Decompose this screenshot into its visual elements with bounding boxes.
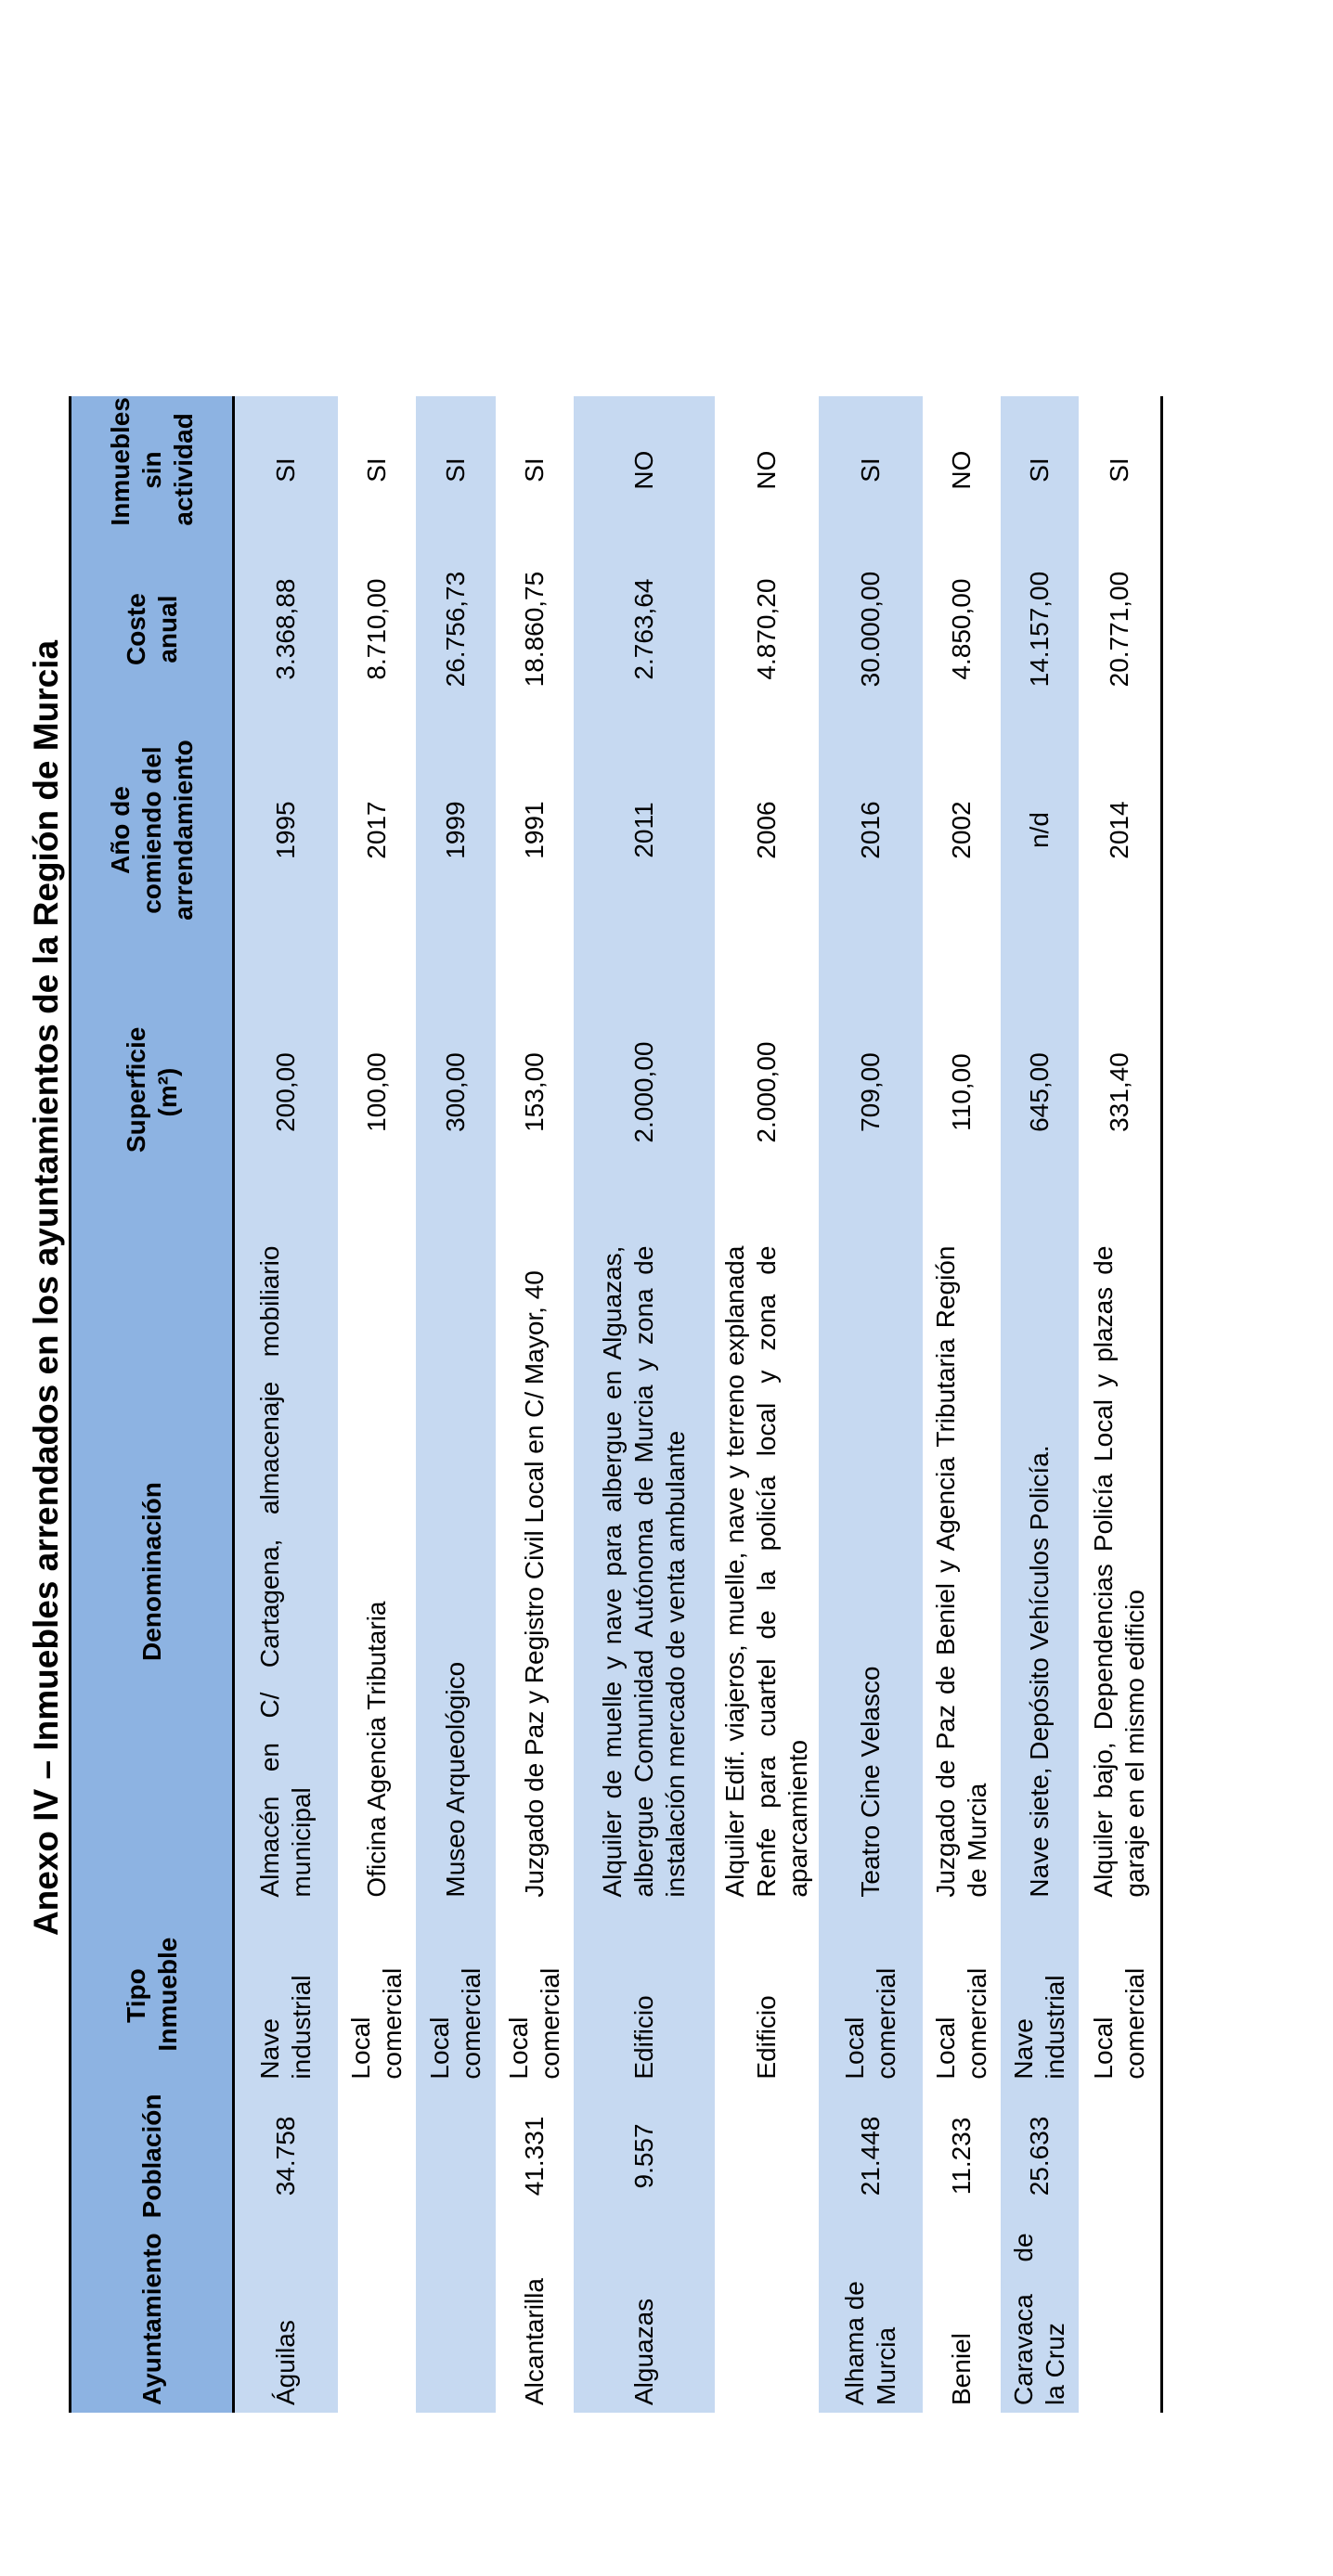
table-row [416, 396, 496, 2413]
cell-superficie: 110,00 [946, 1053, 976, 1131]
cell-ano: 1999 [416, 715, 496, 947]
cell-ano: 2014 [1079, 715, 1162, 947]
cell-tipo: Local comercial [416, 1905, 496, 2087]
table-row [819, 396, 923, 2413]
cell-denominacion: Oficina Agencia Tributaria [361, 1601, 391, 1898]
cell-coste: 20.771,00 [1079, 545, 1162, 715]
cell-coste: 18.860,75 [519, 571, 549, 688]
cell-ayuntamiento [715, 2225, 819, 2413]
table-row [715, 396, 819, 2413]
cell-superficie: 2.000,00 [574, 947, 715, 1239]
cell-sin-actividad: NO [946, 450, 976, 490]
cell-superficie: 709,00 [819, 947, 923, 1239]
cell-tipo: Local comercial [503, 1967, 564, 2080]
cell-sin-actividad: SI [361, 457, 391, 483]
cell-tipo: Local comercial [819, 1905, 923, 2087]
cell-coste: 30.000,00 [819, 545, 923, 715]
cell-tipo: Local comercial [345, 1967, 407, 2080]
cell-tipo: Edificio [574, 1905, 715, 2087]
cell-superficie: 200,00 [234, 947, 338, 1239]
cell-coste: 8.710,00 [361, 578, 391, 680]
cell-superficie: 100,00 [361, 1052, 391, 1132]
cell-tipo: Local comercial [1079, 1905, 1162, 2087]
cell-poblacion [1079, 2087, 1162, 2226]
cell-denominacion: Alquiler Edif. viajeros, muelle, nave y terreno explanada Renfe para cuartel de la policía local y zona de aparcamiento [719, 1245, 812, 1898]
header-row [71, 396, 234, 2413]
cell-sin-actividad: NO [574, 396, 715, 545]
cell-ano: 2006 [751, 801, 781, 859]
cell-denominacion: Nave siete, Depósito Vehículos Policía. [1001, 1239, 1079, 1905]
table-row [1079, 396, 1162, 2413]
cell-superficie: 300,00 [416, 947, 496, 1239]
cell-poblacion [416, 2087, 496, 2226]
table-row [923, 396, 1001, 2413]
cell-poblacion: 25.633 [1001, 2087, 1079, 2226]
cell-denominacion: Juzgado de Paz y Registro Civil Local en C/ Mayor, 40 [519, 1270, 549, 1898]
inmuebles-table [69, 396, 1163, 2413]
header-tipo: Tipo Inmueble [71, 1905, 234, 2087]
table-row [338, 396, 416, 2413]
cell-ano: 2017 [361, 801, 391, 859]
cell-denominacion: Museo Arqueológico [416, 1239, 496, 1905]
cell-poblacion [338, 2087, 416, 2226]
table-row [496, 396, 574, 2413]
header-poblacion: Población [71, 2087, 234, 2226]
table-row [574, 396, 715, 2413]
cell-sin-actividad: SI [519, 457, 549, 483]
table-row [234, 396, 338, 2413]
cell-poblacion: 9.557 [574, 2087, 715, 2226]
header-denominacion: Denominación [71, 1239, 234, 1905]
cell-superficie: 153,00 [519, 1052, 549, 1132]
table-row [1001, 396, 1079, 2413]
cell-ayuntamiento [1079, 2225, 1162, 2413]
cell-coste: 14.157,00 [1001, 545, 1079, 715]
cell-denominacion: Alquiler bajo, Dependencias Policía Local y plazas de garaje en el mismo edificio [1079, 1239, 1162, 1905]
header-ano: Año de comiendo del arrendamiento [71, 715, 234, 947]
cell-ayuntamiento: Caravaca de la Cruz [1001, 2225, 1079, 2413]
cell-poblacion: 11.233 [946, 2117, 976, 2196]
cell-sin-actividad: SI [1079, 396, 1162, 545]
cell-ayuntamiento: Alguazas [574, 2225, 715, 2413]
cell-tipo: Nave industrial [234, 1905, 338, 2087]
cell-sin-actividad: SI [416, 396, 496, 545]
cell-coste: 4.870,20 [751, 578, 781, 680]
cell-ayuntamiento: Alcantarilla [519, 2278, 549, 2405]
cell-ayuntamiento: Águilas [234, 2225, 338, 2413]
header-ayuntamiento: Ayuntamiento [71, 2225, 234, 2413]
cell-poblacion: 41.331 [519, 2116, 549, 2196]
page-title: Anexo IV – Inmuebles arrendados en los ayuntamientos de la Región de Murcia [27, 639, 65, 1937]
cell-sin-actividad: SI [819, 396, 923, 545]
cell-coste: 4.850,00 [946, 578, 976, 680]
header-superficie: Superficie (m²) [71, 947, 234, 1239]
cell-coste: 2.763,64 [574, 545, 715, 715]
cell-ano: 1995 [234, 715, 338, 947]
cell-tipo: Local comercial [930, 1967, 991, 2080]
cell-denominacion: Teatro Cine Velasco [819, 1239, 923, 1905]
cell-ano: 2002 [946, 801, 976, 859]
cell-ayuntamiento: Alhama de Murcia [819, 2225, 923, 2413]
cell-superficie: 645,00 [1001, 947, 1079, 1239]
cell-sin-actividad: SI [1001, 396, 1079, 545]
cell-poblacion: 21.448 [819, 2087, 923, 2226]
cell-denominacion: Alquiler de muelle y nave para albergue en Alguazas, albergue Comunidad Autónoma de Murcia y zona de instalación mercado de venta ambulante [574, 1239, 715, 1905]
header-coste: Coste anual [71, 545, 234, 715]
cell-ano: 2016 [819, 715, 923, 947]
cell-poblacion: 34.758 [234, 2087, 338, 2226]
cell-denominacion: Juzgado de Paz de Beniel y Agencia Tributaria Región de Murcia [930, 1245, 991, 1898]
cell-coste: 3.368,88 [234, 545, 338, 715]
cell-tipo: Edificio [751, 1995, 781, 2080]
cell-tipo: Nave industrial [1001, 1905, 1079, 2087]
header-sin-actividad: Inmuebles sin actividad [71, 396, 234, 545]
table-container [69, 396, 1163, 2413]
cell-ayuntamiento [416, 2225, 496, 2413]
cell-ayuntamiento: Beniel [946, 2333, 976, 2405]
cell-ano: n/d [1001, 715, 1079, 947]
cell-denominacion: Almacén en C/ Cartagena, almacenaje mobiliario municipal [234, 1239, 338, 1905]
cell-ano: 1991 [519, 801, 549, 859]
cell-coste: 26.756,73 [416, 545, 496, 715]
cell-ano: 2011 [574, 715, 715, 947]
cell-superficie: 331,40 [1079, 947, 1162, 1239]
cell-poblacion [715, 2087, 819, 2226]
cell-sin-actividad: SI [234, 396, 338, 545]
cell-superficie: 2.000,00 [751, 1041, 781, 1143]
cell-ayuntamiento [338, 2225, 416, 2413]
cell-sin-actividad: NO [751, 450, 781, 490]
